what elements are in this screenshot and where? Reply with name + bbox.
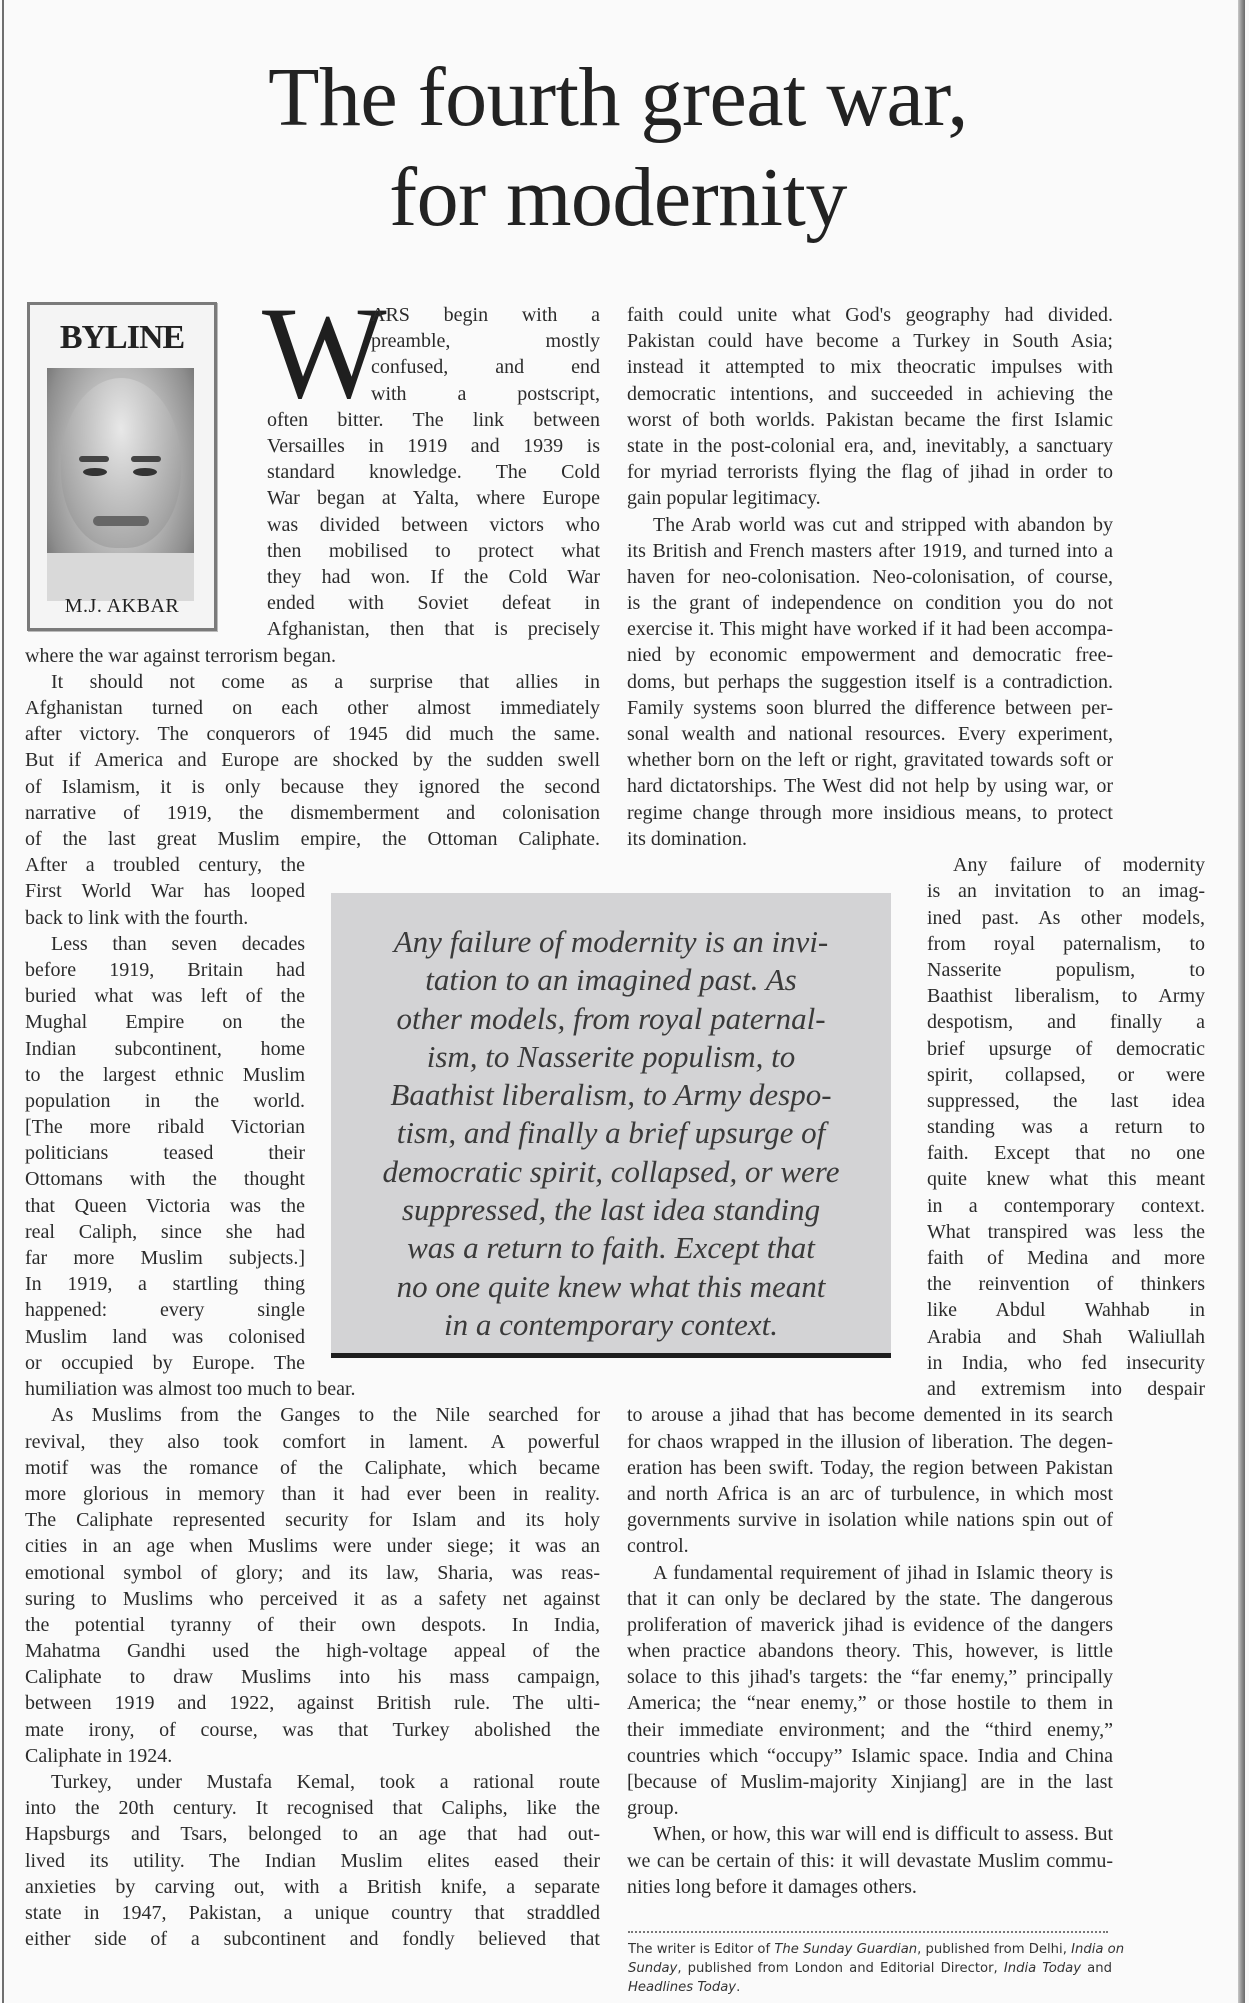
portrait-eye-right (133, 468, 157, 476)
text-line: mate irony, of course, was that Turkey abolished the (25, 1718, 600, 1741)
text-line: exercise it. This might have worked if it had been accompa- (627, 618, 1113, 641)
text-line: buried what was left of the (25, 985, 305, 1008)
pull-quote-line: in a contemporary context. (443, 1306, 779, 1342)
text-line: preamble, mostly (371, 330, 600, 353)
text-line: Baathist liberalism, to Army (927, 985, 1205, 1008)
text-line: worst of both worlds. Pakistan became the first Islamic (627, 408, 1113, 431)
text-line: governments survive in isolation while nations spin out of (627, 1509, 1113, 1532)
text-line: in India, who fed insecurity (927, 1351, 1205, 1374)
text-line: Hapsburgs and Tsars, belonged to an age that had out- (25, 1823, 600, 1846)
text-line: of the last great Muslim empire, the Ottoman Caliphate. (25, 827, 600, 850)
author-footnote (628, 1940, 1125, 1997)
text-line: to arouse a jihad that has become demented in its search (627, 1404, 1113, 1427)
text-line: Nasserite populism, to (927, 958, 1205, 981)
pull-quote-line: ism, to Nasserite populism, to (426, 1038, 796, 1074)
column-1-intro-wide (267, 407, 600, 643)
text-line: Mahatma Gandhi used the high-voltage appeal of the (25, 1640, 600, 1663)
text-line: its domination. (627, 827, 747, 850)
text-line: Caliphate in 1924. (25, 1744, 173, 1767)
text-line: A fundamental requirement of jihad in Islamic theory is (653, 1561, 1113, 1584)
text-line: is an invitation to an imag- (927, 880, 1205, 903)
pull-quote-line: other models, from royal paternal- (396, 1000, 826, 1036)
text-line: its British and French masters after 1919, and turned into a (627, 539, 1113, 562)
column-2-top (627, 302, 1113, 852)
text-line: faith of Medina and more (927, 1247, 1205, 1269)
text-line: of Islamism, it is only because they ignored the second (25, 775, 600, 798)
text-line: the potential tyranny of their own despots. In India, (25, 1613, 600, 1636)
pull-quote-line: Any failure of modernity is an invi- (393, 924, 829, 959)
portrait-eye-left (83, 468, 107, 476)
text-line: spirit, collapsed, or were (927, 1063, 1205, 1086)
text-line: Indian subcontinent, home (25, 1037, 305, 1060)
text-line: motif was the romance of the Caliphate, which became (25, 1456, 600, 1479)
text-line: countries which “occupy” Islamic space. India and China (627, 1744, 1113, 1767)
pull-quote-line: was a return to faith. Except that (407, 1230, 815, 1266)
text-line: Arabia and Shah Waliullah (927, 1325, 1205, 1348)
footnote-line: The writer is Editor of The Sunday Guardian, published from Delhi, India on (628, 1942, 1125, 1957)
text-line: suppressed, the last idea (927, 1089, 1205, 1112)
text-line: and north Africa is an arc of turbulence, in which most (627, 1482, 1113, 1505)
text-line: sonal wealth and national resources. Every experiment, (627, 723, 1113, 745)
text-line: After a troubled century, the (25, 854, 305, 877)
column-1-intro (371, 302, 600, 407)
text-line: instead it attempted to mix theocratic impulses with (627, 356, 1113, 379)
portrait-shirt (47, 553, 194, 601)
text-line: is the grant of independence on condition you do not (627, 592, 1113, 615)
text-line: we can be certain of this: it will devastate Muslim commu- (627, 1849, 1113, 1872)
text-line: from royal paternalism, to (927, 932, 1205, 955)
byline-label: BYLINE (59, 319, 185, 356)
headline-line-1: The fourth great war, (268, 51, 968, 144)
text-line: Afghanistan, then that is precisely (267, 618, 600, 641)
text-line: The Caliphate represented security for Islam and its holy (25, 1509, 600, 1532)
text-line: or occupied by Europe. The (25, 1351, 305, 1374)
text-line: far more Muslim subjects.] (25, 1247, 305, 1269)
text-line: after victory. The conquerors of 1945 did much the same. (25, 723, 600, 746)
headline (0, 48, 1236, 248)
column-1-body (25, 643, 600, 853)
text-line: Ottomans with the thought (25, 1168, 305, 1191)
page-border-right (1238, 0, 1245, 2003)
pull-quote-line: suppressed, the last idea standing (401, 1192, 821, 1228)
page-border-left (2, 0, 4, 2003)
text-line: faith could unite what God's geography had divided. (627, 304, 1113, 326)
text-line: with a postscript, (371, 382, 600, 405)
text-line: back to link with the fourth. (25, 906, 249, 929)
text-line: anxieties by carving out, with a British knife, a separate (25, 1875, 600, 1898)
text-line: ined past. As other models, (927, 906, 1205, 929)
text-line: either side of a subcontinent and fondly believed that (25, 1928, 600, 1951)
text-line: where the war against terrorism began. (25, 644, 336, 667)
text-line: group. (627, 1797, 679, 1820)
text-line: like Abdul Wahhab in (927, 1299, 1205, 1322)
text-line: confused, and end (371, 356, 600, 379)
text-line: solace to this jihad's targets: the “far enemy,” principally (627, 1666, 1113, 1689)
text-line: and extremism into despair (927, 1377, 1205, 1400)
text-line: standard knowledge. The Cold (267, 461, 600, 484)
text-line: in a contemporary context. (927, 1194, 1205, 1217)
text-line: Mughal Empire on the (25, 1011, 305, 1034)
text-line: state in the post-colonial era, and, inevitably, a sanctuary (627, 434, 1113, 457)
pull-quote-line: democratic spirit, collapsed, or were (382, 1153, 840, 1189)
text-line: their immediate environment; and the “third enemy,” (627, 1718, 1113, 1741)
text-line: politicians teased their (25, 1142, 305, 1165)
text-line: proliferation of maverick jihad is evidence of the dangers (627, 1613, 1113, 1636)
text-line: Versailles in 1919 and 1939 is (267, 434, 600, 457)
text-line: regime change through more insidious means, to protect (627, 801, 1113, 824)
author-photo (47, 368, 194, 601)
text-line: [because of Muslim-majority Xinjiang] are in the last (627, 1771, 1113, 1794)
text-line: before 1919, Britain had (25, 958, 305, 981)
portrait-brow-left (79, 456, 109, 462)
text-line: Caliphate to draw Muslims into his mass campaign, (25, 1666, 600, 1689)
text-line: When, or how, this war will end is difficult to assess. But (653, 1823, 1113, 1846)
text-line: The Arab world was cut and stripped with abandon by (653, 513, 1113, 536)
text-line: Turkey, under Mustafa Kemal, took a rational route (51, 1771, 600, 1793)
text-line: gain popular legitimacy. (627, 487, 821, 510)
footnote-line: Headlines Today. (628, 1980, 741, 1995)
text-line: when practice abandons theory. This, however, is little (627, 1640, 1113, 1663)
text-line: lived its utility. The Indian Muslim elites eased their (25, 1849, 600, 1872)
column-1-bottom (25, 1376, 600, 1952)
text-line: state in 1947, Pakistan, a unique country that straddled (25, 1901, 600, 1924)
text-line: revival, they also took comfort in lament. A powerful (25, 1430, 600, 1453)
text-line: suring to Muslims who perceived it as a safety net against (25, 1587, 600, 1610)
text-line: First World War has looped (25, 880, 305, 903)
text-line: population in the world. (25, 1089, 305, 1112)
pull-quote (331, 893, 891, 1358)
column-2-narrow (927, 852, 1205, 1402)
text-line: Less than seven decades (51, 932, 305, 955)
text-line: Muslim land was colonised (25, 1325, 305, 1348)
text-line: often bitter. The link between (267, 408, 600, 431)
text-line: between 1919 and 1922, against British rule. The ulti- (25, 1692, 600, 1715)
footnote-divider (628, 1931, 1108, 1933)
text-line: But if America and Europe are shocked by the sudden swell (25, 749, 600, 772)
text-line: humiliation was almost too much to bear. (25, 1378, 356, 1401)
text-line: Any failure of modernity (953, 854, 1205, 877)
text-line: then mobilised to protect what (267, 539, 600, 562)
portrait-mustache (93, 516, 149, 526)
text-line: What transpired was less the (927, 1220, 1205, 1243)
portrait-brow-right (131, 456, 161, 462)
text-line: ARS begin with a (371, 304, 600, 326)
column-2-bottom (627, 1402, 1113, 1900)
text-line: ended with Soviet defeat in (267, 592, 600, 615)
drop-cap: W (262, 279, 387, 426)
text-line: narrative of 1919, the dismemberment and colonisation (25, 801, 600, 824)
text-line: real Caliph, since she had (25, 1220, 305, 1243)
text-line: was divided between victors who (267, 513, 600, 536)
text-line: nied by economic empowerment and democratic free- (627, 644, 1113, 667)
text-line: despotism, and finally a (927, 1011, 1205, 1034)
text-line: Family systems soon blurred the difference between per- (627, 696, 1113, 719)
pull-quote-line: Baathist liberalism, to Army despo- (390, 1077, 832, 1113)
text-line: democratic intentions, and succeeded in achieving the (627, 382, 1113, 405)
text-line: [The more ribald Victorian (25, 1116, 305, 1139)
pull-quote-text (331, 923, 891, 1344)
text-line: cities in an age when Muslims were under siege; it was an (25, 1535, 600, 1558)
text-line: control. (627, 1535, 689, 1558)
text-line: the reinvention of thinkers (927, 1273, 1205, 1296)
text-line: faith. Except that no one (927, 1142, 1205, 1165)
text-line: standing was a return to (927, 1116, 1205, 1139)
text-line: they had won. If the Cold War (267, 565, 600, 588)
text-line: nities long before it damages others. (627, 1875, 917, 1898)
text-line: hard dictatorships. The West did not help by using war, or (627, 775, 1113, 798)
text-line: War began at Yalta, where Europe (267, 487, 600, 510)
footnote-line: Sunday, published from London and Editorial Director, India Today and (628, 1961, 1112, 1976)
byline-box (27, 302, 217, 631)
text-line: into the 20th century. It recognised that Caliphs, like the (25, 1797, 600, 1820)
pull-quote-line: no one quite knew what this meant (396, 1268, 826, 1304)
text-line: In 1919, a startling thing (25, 1273, 305, 1296)
text-line: haven for neo-colonisation. Neo-colonisation, of course, (627, 565, 1113, 588)
headline-line-2: for modernity (389, 151, 847, 244)
text-line: It should not come as a surprise that allies in (51, 670, 600, 693)
pull-quote-line: tism, and finally a brief upsurge of (396, 1115, 826, 1151)
text-line: that Queen Victoria was the (25, 1194, 305, 1217)
author-name: M.J. AKBAR (64, 595, 180, 617)
pull-quote-line: tation to an imagined past. As (425, 962, 797, 998)
text-line: for myriad terrorists flying the flag of jihad in order to (627, 461, 1113, 484)
text-line: that it can only be declared by the state. The dangerous (627, 1587, 1113, 1610)
text-line: brief upsurge of democratic (927, 1037, 1205, 1060)
text-line: for chaos wrapped in the illusion of liberation. The degen- (627, 1430, 1113, 1453)
text-line: eration has been swift. Today, the region between Pakistan (627, 1456, 1113, 1479)
text-line: doms, but perhaps the suggestion itself is a contradiction. (627, 670, 1113, 693)
text-line: As Muslims from the Ganges to the Nile searched for (51, 1404, 600, 1427)
text-line: emotional symbol of glory; and its law, Sharia, was reas- (25, 1561, 600, 1584)
text-line: happened: every single (25, 1299, 305, 1322)
text-line: America; the “near enemy,” or those hostile to them in (627, 1692, 1113, 1715)
text-line: quite knew what this meant (927, 1168, 1205, 1191)
text-line: more glorious in memory than it had ever been in reality. (25, 1482, 600, 1505)
text-line: to the largest ethnic Muslim (25, 1063, 305, 1086)
column-1-narrow (25, 852, 305, 1376)
text-line: Afghanistan turned on each other almost immediately (25, 696, 600, 719)
text-line: Pakistan could have become a Turkey in South Asia; (627, 330, 1113, 353)
text-line: whether born on the left or right, gravitated towards soft or (627, 749, 1113, 772)
